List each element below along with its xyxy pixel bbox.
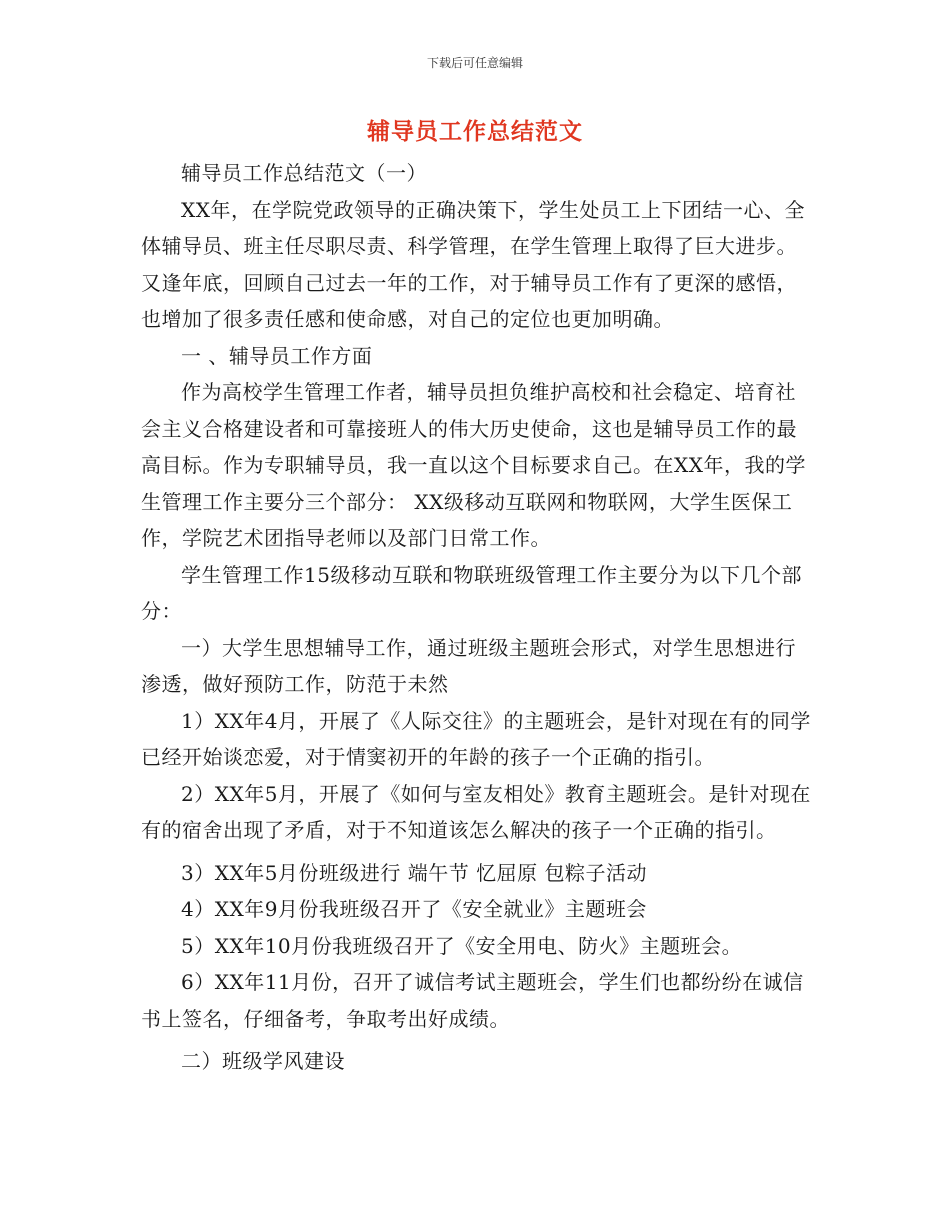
paragraph-intro: XX年，在学院党政领导的正确决策下，学生处员工上下团结一心、全体辅导员、班主任尽职尽责、科学管理，在学生管理上取得了巨大进步。又逢年底，回顾自己过去一年的工作，对于辅导员工作有了更深的感悟，也增加了很多责任感和使命感，对自己的定位也更加明确。 <box>141 197 805 331</box>
list-item-5: 5）XX年10月份我班级召开了《安全用电、防火》主题班会。 <box>181 933 743 958</box>
list-item-3: 3）XX年5月份班级进行 端午节 忆屈原 包粽子活动 <box>181 860 647 885</box>
paragraph-subtitle: 辅导员工作总结范文（一） <box>181 161 427 185</box>
paragraph-mission: 作为高校学生管理工作者，辅导员担负维护高校和社会稳定、培育社会主义合格建设者和可靠接班人的伟大历史使命，这也是辅导员工作的最高目标。作为专职辅导员，我一直以这个目标要求自己。在XX年，我的学生管理工作主要分三个部分： XX级移动互联网和物联网，大学生医保工作，学院艺术团指导老师以及部门日常工作。 <box>141 380 806 550</box>
list-item-1: 1）XX年4月，开展了《人际交往》的主题班会，是针对现在有的同学已经开始谈恋爱，对于情窦初开的年龄的孩子一个正确的指引。 <box>141 708 811 769</box>
list-item-2: 2）XX年5月，开展了《如何与室友相处》教育主题班会。是针对现在有的宿舍出现了矛盾，对于不知道该怎么解决的孩子一个正确的指引。 <box>141 781 811 842</box>
page-header-note: 下载后可任意编辑 <box>426 56 523 70</box>
section-heading-1: 一 、辅导员工作方面 <box>181 343 373 368</box>
document-body <box>141 155 813 1080</box>
paragraph-management-parts: 学生管理工作15级移动互联和物联班级管理工作主要分为以下几个部分： <box>141 562 802 623</box>
subheading-ideology: 一）大学生思想辅导工作，通过班级主题班会形式，对学生思想进行渗透，做好预防工作，防范于未然 <box>141 635 796 696</box>
document-title: 辅导员工作总结范文 <box>367 119 583 145</box>
subheading-study-style: 二）班级学风建设 <box>181 1049 345 1073</box>
list-item-4: 4）XX年9月份我班级召开了《安全就业》主题班会 <box>181 897 647 921</box>
list-item-6: 6）XX年11月份，召开了诚信考试主题班会，学生们也都纷纷在诚信书上签名，仔细备考，争取考出好成绩。 <box>141 970 804 1031</box>
